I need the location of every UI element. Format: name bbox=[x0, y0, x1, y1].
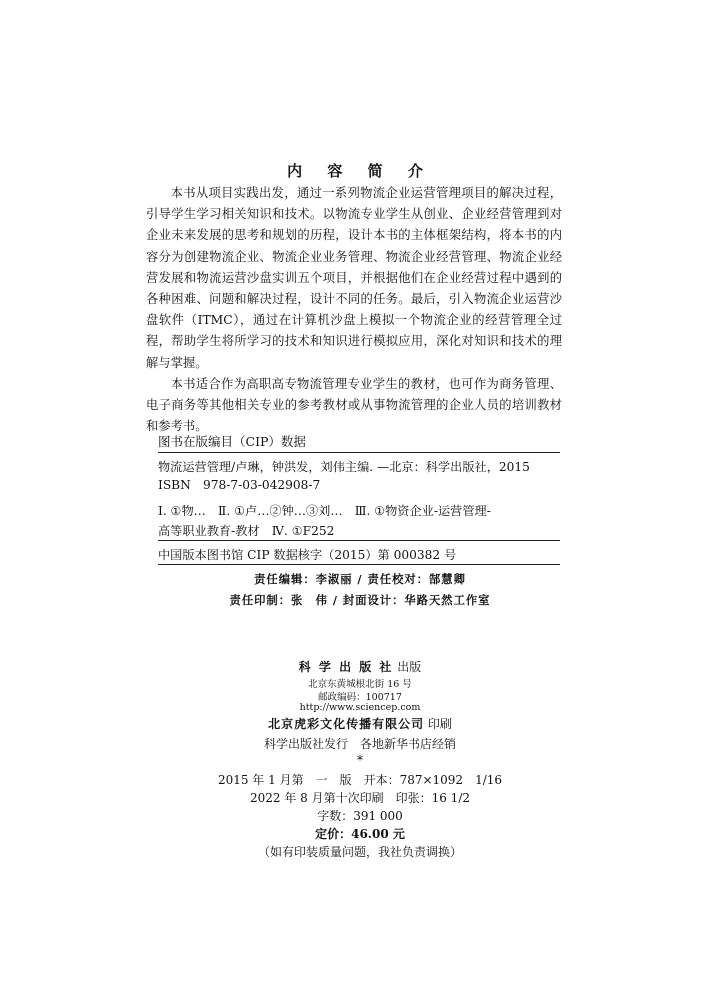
publisher-url: http://www.sciencep.com bbox=[299, 702, 421, 713]
printing-line: 2022 年 8 月第十次印刷 印张：16 1/2 bbox=[249, 791, 470, 805]
printer-suffix: 印刷 bbox=[427, 717, 452, 731]
quality-notice: （如有印装质量问题，我社负责调换） bbox=[257, 845, 462, 859]
summary-paragraph: 本书适合作为高职高专物流管理专业学生的教材，也可作为商务管理、电子商务等其他相关专业的参考教材或从事物流管理的企业人员的培训教材和参考书。 bbox=[146, 376, 562, 434]
cip-title-line: 物流运营管理/卢琳，钟洪发，刘伟主编. —北京：科学出版社，2015 bbox=[158, 460, 530, 474]
summary-title: 内 容 简 介 bbox=[287, 162, 433, 180]
publisher-line bbox=[0, 658, 720, 675]
distribution-line: 科学出版社发行 各地新华书店经销 bbox=[263, 737, 456, 751]
printer-name: 北京虎彩文化传播有限公司 bbox=[268, 717, 425, 731]
cip-heading: 图书在版编目（CIP）数据 bbox=[158, 434, 306, 449]
cip-isbn: ISBN 978-7-03-042908-7 bbox=[158, 478, 321, 492]
separator-star: * bbox=[357, 753, 363, 767]
cip-classification-cont: 高等职业教育-教材 Ⅳ. ①F252 bbox=[158, 524, 335, 538]
publisher-suffix: 出版 bbox=[397, 660, 422, 674]
production-credits: 责任印制：张 伟 / 封面设计：华路天然工作室 bbox=[229, 593, 491, 607]
publisher-address: 北京东黄城根北街 16 号 bbox=[308, 679, 412, 690]
price: 定价：46.00 元 bbox=[315, 827, 405, 841]
edition-line: 2015 年 1 月第 一 版 开本：787×1092 1/16 bbox=[217, 773, 503, 787]
cip-record-number: 中国版本图书馆 CIP 数据核字（2015）第 000382 号 bbox=[158, 548, 457, 562]
publisher-postcode: 邮政编码：100717 bbox=[318, 692, 402, 703]
cip-classification: Ⅰ. ①物… Ⅱ. ①卢…②钟…③刘… Ⅲ. ①物资企业-运营管理- bbox=[158, 504, 491, 518]
summary-paragraph: 本书从项目实践出发，通过一系列物流企业运营管理项目的解决过程，引导学生学习相关知识和技术。以物流专业学生从创业、企业经营管理到对企业未来发展的思考和规划的历程，设计本书的主体框架结构，将本书的内容分为创建物流企业、物流企业业务管理、物流企业经营管理、物流企业经营发展和物流运营沙盘实训五个项目，并根据他们在企业经营过程中遇到的各种困难、问题和解决过程，设计不同的任务。最后，引入物流企业运营沙盘软件（ITMC），通过在计算机沙盘上模拟一个物流企业的经营管理全过程，帮助学生将所学习的技术和知识进行模拟应用，深化对知识和技术的理解与掌握。 bbox=[146, 186, 562, 370]
publisher-name: 科 学 出 版 社 bbox=[298, 660, 394, 674]
cip-bottom-rule bbox=[158, 564, 560, 565]
cip-middle-rule bbox=[158, 540, 560, 541]
cip-top-rule bbox=[158, 452, 560, 453]
summary-body bbox=[146, 183, 562, 437]
editor-credits: 责任编辑：李淑丽 / 责任校对：郜慧卿 bbox=[254, 572, 466, 586]
printer-line bbox=[0, 715, 720, 732]
word-count: 字数：391 000 bbox=[317, 809, 403, 823]
